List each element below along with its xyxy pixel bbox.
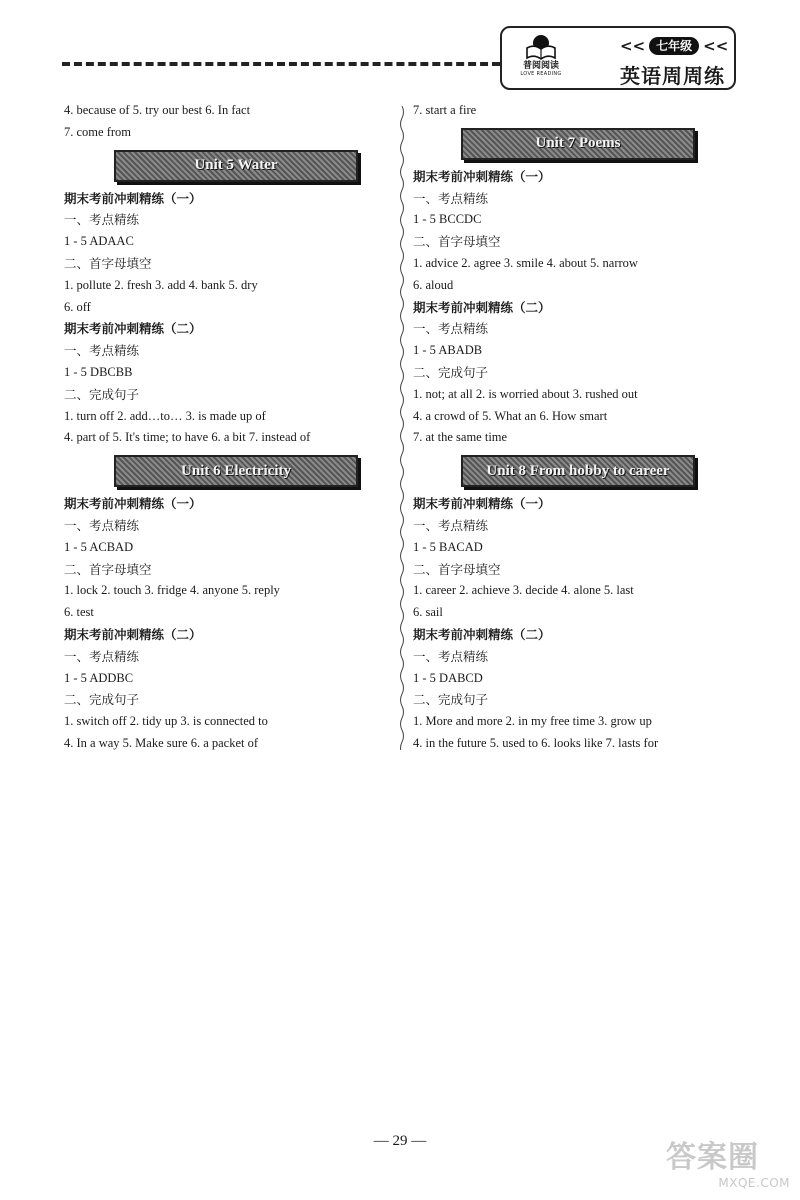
brand-slogan: LOVE READING (520, 71, 562, 77)
watermark-logo (666, 1140, 796, 1198)
section-label: 一、考点精练 (64, 212, 140, 228)
answer-line: 7. start a fire (413, 103, 477, 117)
section-label: 二、首字母填空 (413, 234, 501, 250)
watermark-url: MXQE.COM (718, 1176, 790, 1190)
answer-line: 1. not; at all 2. is worried about 3. rushed out (413, 386, 638, 401)
header-dashed-rule (62, 62, 500, 66)
answer-line: 1 - 5 DABCD (413, 670, 483, 685)
section-label: 一、考点精练 (64, 648, 140, 664)
answer-line: 1 - 5 ACBAD (64, 539, 134, 554)
page-number: — 29 — (373, 1133, 427, 1149)
answer-line: 1 - 5 BACAD (413, 539, 483, 554)
answer-line: 1. lock 2. touch 3. fridge 4. anyone 5. reply (64, 583, 280, 598)
open-book-icon (524, 34, 558, 60)
brand-header (500, 26, 736, 90)
section-label: 一、考点精练 (413, 190, 489, 206)
answer-line: 6. aloud (413, 277, 454, 292)
unit-banner (413, 449, 743, 493)
brand-logo (516, 34, 566, 77)
grade-badge: 七年级 (649, 37, 699, 55)
exercise-heading: 期末考前冲刺精练（一） (413, 168, 551, 184)
answer-line: 4. in the future 5. used to 6. looks like 7. lasts for (413, 735, 659, 750)
answer-line: 4. a crowd of 5. What an 6. How smart (413, 408, 608, 423)
unit-title: Unit 6 Electricity (114, 455, 358, 487)
answer-line: 6. off (64, 299, 91, 314)
answer-line: 1. career 2. achieve 3. decide 4. alone 5. last (413, 583, 634, 598)
answer-line: 6. sail (413, 605, 443, 620)
answer-line: 1. pollute 2. fresh 3. add 4. bank 5. dry (64, 277, 258, 292)
unit-banner (64, 144, 394, 188)
unit-title: Unit 7 Poems (461, 128, 695, 160)
unit-title: Unit 5 Water (114, 150, 358, 182)
watermark-text: 答案圈 (666, 1140, 759, 1175)
answer-line: 7. come from (64, 124, 131, 139)
unit-title: Unit 8 From hobby to career (461, 455, 695, 487)
section-label: 一、考点精练 (413, 648, 489, 664)
section-label: 二、完成句子 (413, 692, 489, 708)
brand-name: 普阅阅读 (522, 61, 559, 71)
unit-banner (413, 122, 743, 166)
section-label: 二、首字母填空 (64, 561, 152, 577)
section-label: 一、考点精练 (64, 517, 140, 533)
exercise-heading: 期末考前冲刺精练（二） (64, 321, 202, 337)
answer-line: 4. because of 5. try our best 6. In fact (64, 103, 251, 117)
section-label: 二、首字母填空 (64, 255, 152, 271)
right-answer-column (413, 100, 743, 755)
exercise-heading: 期末考前冲刺精练（一） (413, 496, 551, 512)
section-label: 二、完成句子 (413, 364, 489, 380)
left-answer-column (64, 100, 394, 755)
answer-line: 4. In a way 5. Make sure 6. a packet of (64, 735, 259, 750)
exercise-heading: 期末考前冲刺精练（一） (64, 190, 202, 206)
exercise-heading: 期末考前冲刺精练（二） (413, 299, 551, 315)
answer-line: 1. switch off 2. tidy up 3. is connected to (64, 714, 268, 729)
section-label: 一、考点精练 (413, 321, 489, 337)
section-label: 二、首字母填空 (413, 561, 501, 577)
answer-line: 1. advice 2. agree 3. smile 4. about 5. narrow (413, 255, 638, 270)
chevron-right-icon: << (703, 37, 729, 55)
book-title: 英语周周练 (620, 64, 725, 88)
unit-banner (64, 449, 394, 493)
exercise-heading: 期末考前冲刺精练（二） (64, 626, 202, 642)
answer-line: 1 - 5 BCCDC (413, 212, 482, 227)
answer-line: 1. More and more 2. in my free time 3. grow up (413, 714, 652, 729)
exercise-heading: 期末考前冲刺精练（一） (64, 496, 202, 512)
column-divider (398, 106, 406, 750)
section-label: 二、完成句子 (64, 386, 140, 402)
answer-line: 1 - 5 ABADB (413, 343, 483, 358)
answer-line: 1 - 5 ADAAC (64, 234, 134, 249)
section-label: 一、考点精练 (413, 517, 489, 533)
answer-line: 1 - 5 ADDBC (64, 670, 134, 685)
answer-line: 7. at the same time (413, 430, 508, 445)
answer-line: 6. test (64, 605, 94, 620)
section-label: 一、考点精练 (64, 343, 140, 359)
answer-line: 4. part of 5. It's time; to have 6. a bit 7. instead of (64, 430, 311, 445)
exercise-heading: 期末考前冲刺精练（二） (413, 626, 551, 642)
answer-line: 1 - 5 DBCBB (64, 364, 133, 379)
section-label: 二、完成句子 (64, 692, 140, 708)
grade-row (620, 36, 728, 56)
chevron-left-icon: << (620, 37, 646, 55)
answer-line: 1. turn off 2. add…to… 3. is made up of (64, 408, 266, 423)
